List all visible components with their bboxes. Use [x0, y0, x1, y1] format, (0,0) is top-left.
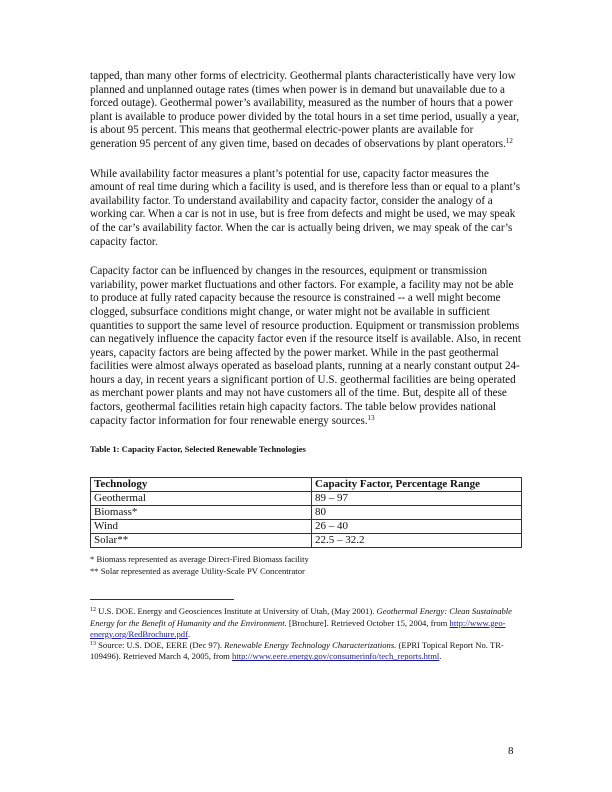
- cell-capacity-range: 22.5 – 32.2: [312, 534, 522, 548]
- table-note-biomass: * Biomass represented as average Direct-Fired Biomass facility: [90, 554, 309, 565]
- footnote-end: .: [187, 628, 191, 639]
- cell-capacity-range: 89 – 97: [312, 492, 522, 506]
- table-note-solar: ** Solar represented as average Utility-Scale PV Concentrator: [90, 565, 305, 576]
- footnote-text: U.S. DOE. Energy and Geosciences Institute at University of Utah, (May 2001).: [96, 606, 377, 617]
- document-page: [90, 70, 522, 663]
- header-capacity-factor: Capacity Factor, Percentage Range: [312, 478, 522, 492]
- paragraph-text: tapped, than many other forms of electricity. Geothermal plants characteristically have very low planned and unplanned outage rates (times when power is in demand but unavailable due to a forced outage). Geothermal power’s availability, measured as the number of hours that a power plant is available to produce power divided by the total hours in a set time period, usually a year, is about 95 percent. This means that geothermal electric-power plants are available for generation 95 percent of any given time, based on decades of observations by plant operators.: [90, 70, 520, 150]
- footnotes: [90, 606, 522, 662]
- footnote-number: 12: [90, 607, 96, 614]
- paragraph-text: While availability factor measures a plant’s potential for use, capacity factor measures the amount of real time during which a facility is used, and is therefore less than or equal to a plant’s availability factor. To understand availability and capacity factor, consider the analogy of a working car. When a car is not in use, but is free from defects and might be used, we may speak of the car’s availability factor. When the car is actually being driven, we may speak of the car’s capacity factor.: [90, 167, 521, 248]
- footnote-13: [90, 640, 522, 663]
- footnote-text: (EPRI Topical Report No. TR-109496). Retrieved March 4, 2005, from: [90, 640, 504, 662]
- table-row: [91, 520, 522, 534]
- header-technology: Technology: [91, 478, 312, 492]
- capacity-factor-table: [90, 477, 522, 548]
- cell-technology: Solar**: [91, 534, 312, 548]
- table-caption: Table 1: Capacity Factor, Selected Renewable Technologies: [90, 444, 306, 455]
- paragraph-text: Capacity factor can be influenced by changes in the resources, equipment or transmission variability, power market fluctuations and other factors. For example, a facility may not be able to produce at fully rated capacity because the resource is constrained -- a well might become clogged, subsurface conditions might change, or water might not be available in sufficient quantities to support the same level of resource production. Equipment or transmission problems can negatively influence the capacity factor even if the resource itself is available. Also, in recent years, capacity factors are being affected by the power market. While in the past geothermal facilities were almost always operated as baseload plants, running at a nearly constant output 24-hours a day, in recent years a significant portion of U.S. geothermal facilities are being operated as merchant power plants and may not have customers all of the time. But, despite all of these factors, geothermal facilities retain high capacity factors. The table below provides national capacity factor information for four renewable energy sources.: [90, 265, 521, 427]
- footnote-text: Source: U.S. DOE, EERE (Dec 97).: [96, 640, 225, 651]
- table-notes: [90, 554, 522, 577]
- cell-capacity-range: 26 – 40: [312, 520, 522, 534]
- footnote-link[interactable]: http://www.eere.energy.gov/consumerinfo/tech_reports.html: [232, 651, 440, 662]
- cell-capacity-range: 80: [312, 506, 522, 520]
- page-number: 8: [508, 745, 514, 757]
- footnote-number: 13: [90, 641, 96, 648]
- footnote-title: Renewable Energy Technology Characterizations.: [224, 640, 397, 651]
- footnote-title: Geothermal Energy: Clean Sustainable Energy for the Benefit of Humanity and the Environment.: [90, 606, 513, 628]
- paragraph-capacity-influences: [90, 265, 522, 428]
- table-row: [91, 534, 522, 548]
- footnote-12: [90, 606, 522, 640]
- table-row: [91, 492, 522, 506]
- footnote-link[interactable]: http://www.geo-energy.org/RedBrochure.pdf: [90, 617, 506, 639]
- paragraph-capacity-analogy: [90, 168, 522, 250]
- footnote-text: [Brochure]. Retrieved October 15, 2004, from: [286, 617, 450, 628]
- footnote-ref-13[interactable]: 13: [367, 413, 375, 422]
- table-row: [91, 506, 522, 520]
- paragraph-availability: [90, 70, 522, 152]
- footnote-end: .: [439, 651, 442, 662]
- table-header-row: [91, 478, 522, 492]
- cell-technology: Geothermal: [91, 492, 312, 506]
- cell-technology: Biomass*: [91, 506, 312, 520]
- footnote-separator: [90, 599, 234, 600]
- footnote-ref-12[interactable]: 12: [505, 136, 513, 145]
- cell-technology: Wind: [91, 520, 312, 534]
